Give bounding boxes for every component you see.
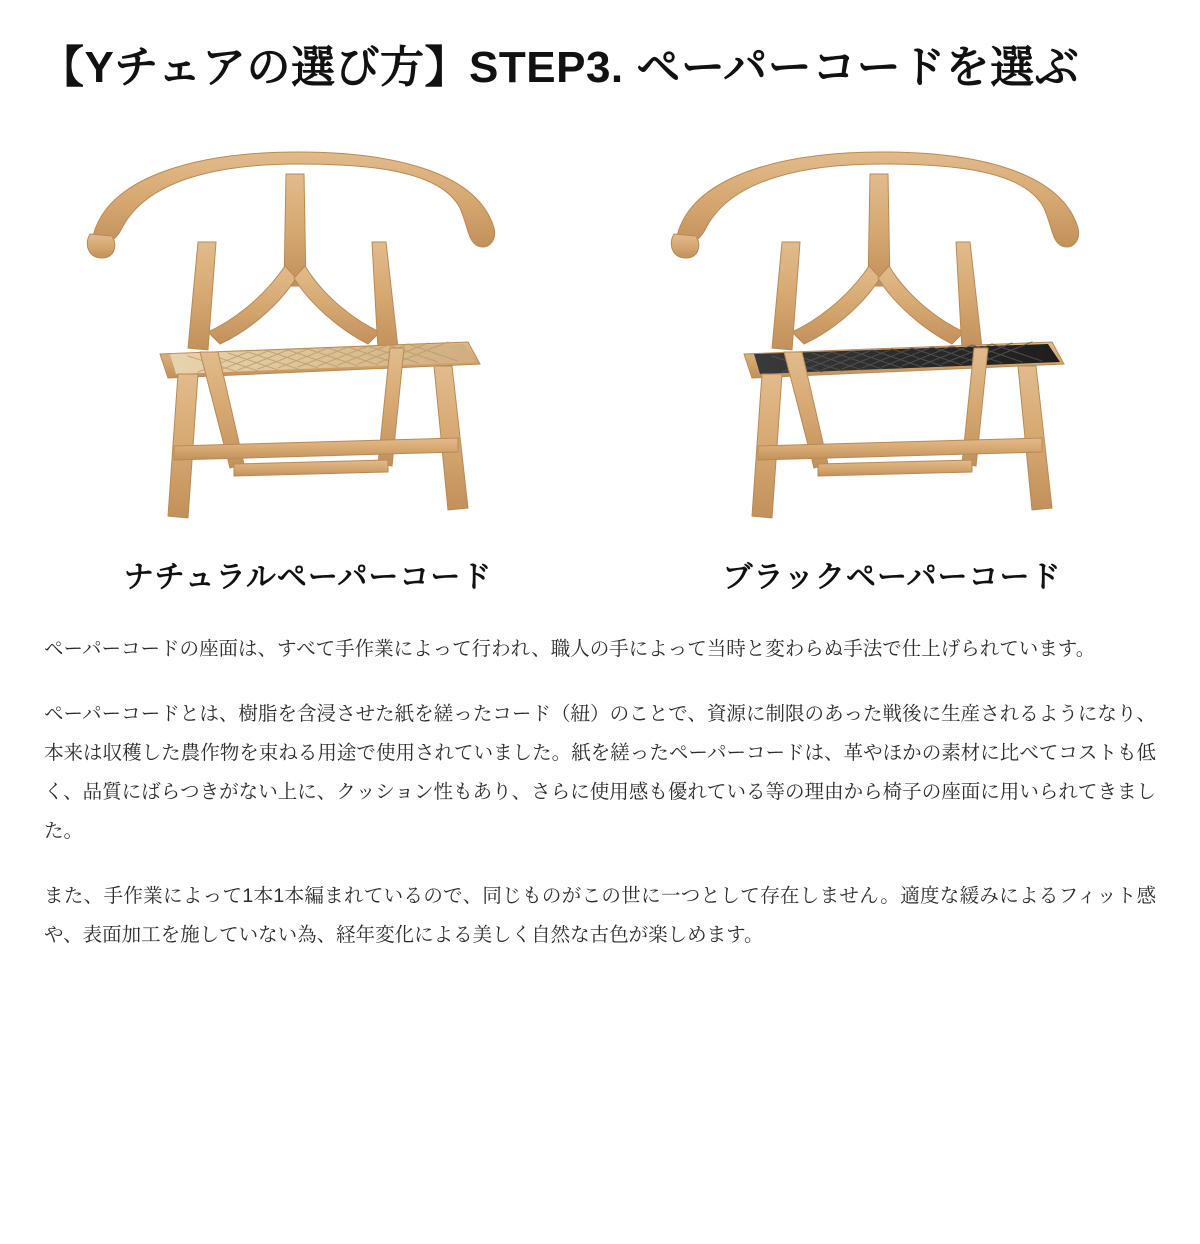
- product-card-black: [632, 116, 1152, 596]
- wishbone-chair-natural-photo: [48, 116, 568, 536]
- body-copy: [40, 630, 1160, 955]
- paragraph-1: ペーパーコードの座面は、すべて手作業によって行われ、職人の手によって当時と変わらぬ手法で仕上げられています。: [44, 638, 1096, 661]
- page-title: 【Yチェアの選び方】STEP3. ペーパーコードを選ぶ: [40, 43, 1080, 92]
- chair-illustration-natural: [48, 116, 568, 536]
- product-caption: ナチュラルペーパーコード: [123, 561, 493, 595]
- document-page: [0, 44, 1200, 1244]
- chair-illustration-black: [632, 116, 1152, 536]
- paragraph-3: また、手作業によって1本1本編まれているので、同じものがこの世に一つとして存在しません。適度な緩みによるフィット感や、表面加工を施していない為、経年変化による美しく自然な古色が楽しめます。: [44, 885, 1156, 947]
- product-caption: ブラックペーパーコード: [722, 561, 1062, 595]
- paragraph-2: ペーパーコードとは、樹脂を含浸させた紙を縒ったコード（紐）のことで、資源に制限のあった戦後に生産されるようになり、本来は収穫した農作物を束ねる用途で使用されていました。紙を縒ったペーパーコードは、革やほかの素材に比べてコストも低く、品質にばらつきがない上に、クッション性もあり、さらに使用感も優れている等の理由から椅子の座面に用いられてきました。: [44, 703, 1156, 843]
- product-card-list: [40, 116, 1160, 596]
- product-card-natural: [48, 116, 568, 596]
- wishbone-chair-black-photo: [632, 116, 1152, 536]
